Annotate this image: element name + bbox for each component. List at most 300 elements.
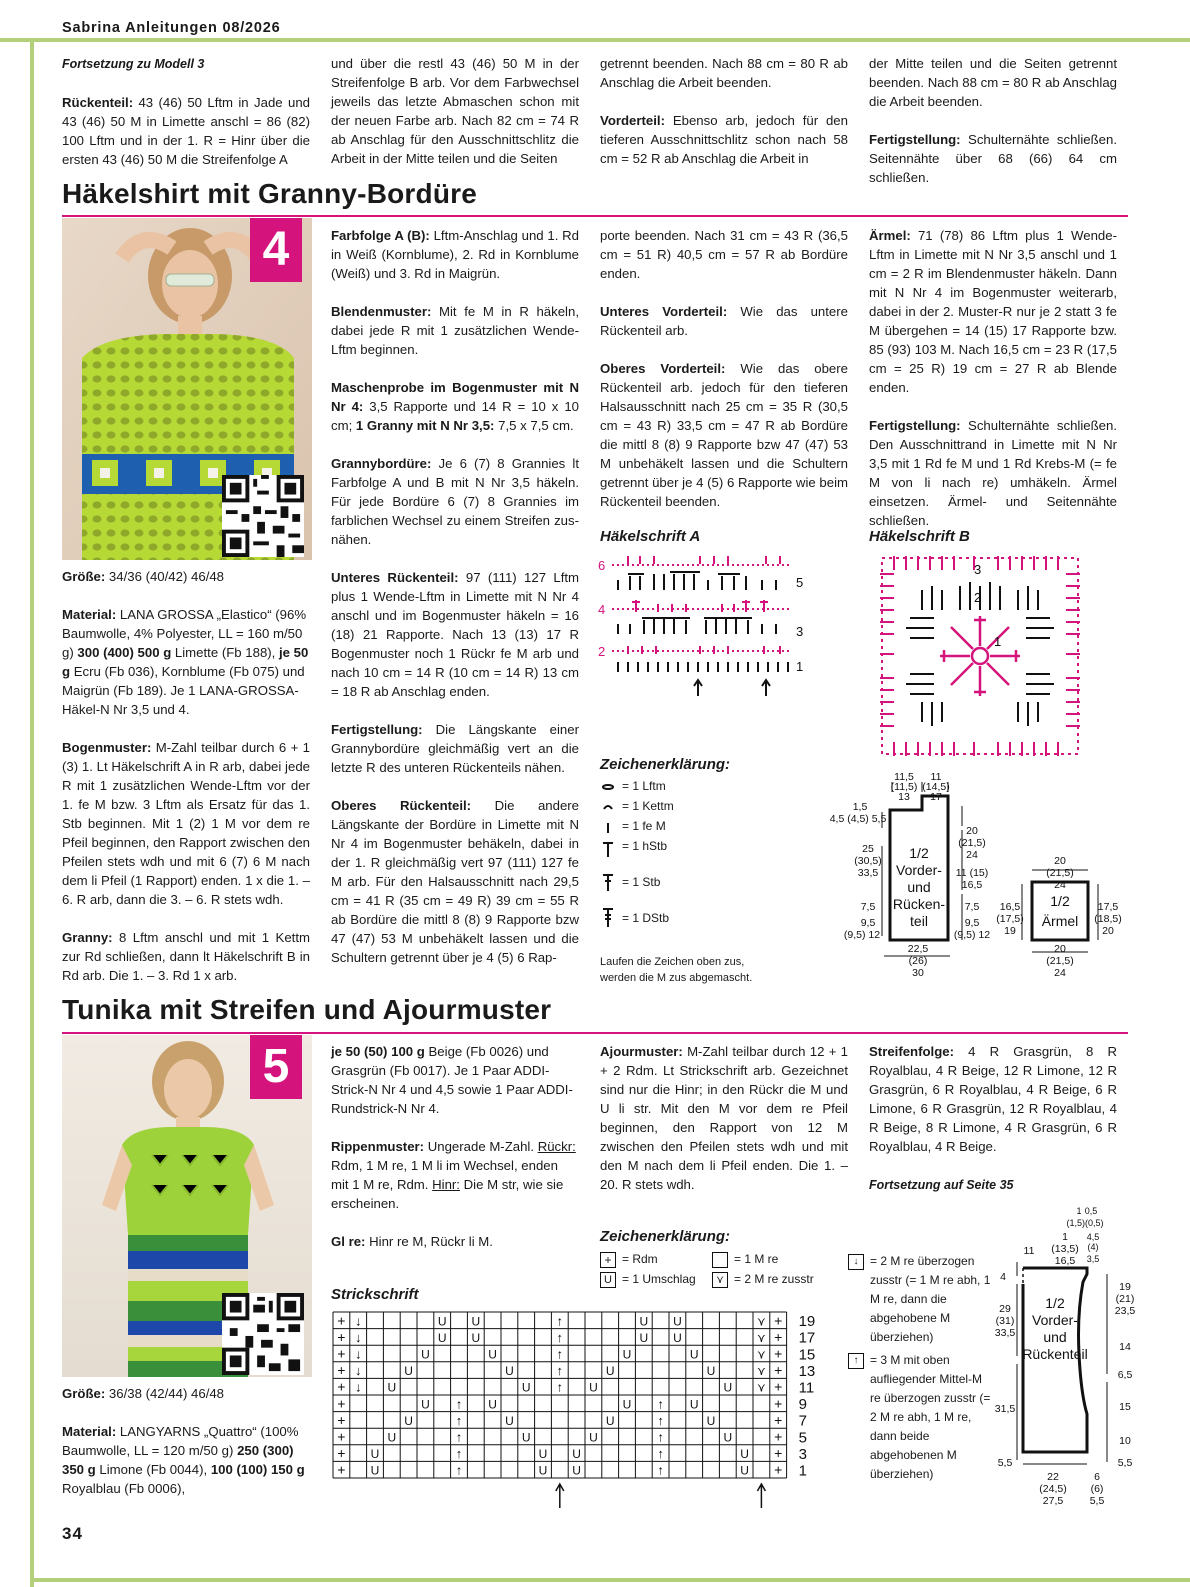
model3-col4-text: der Mitte teilen und die Seiten getrennt beenden. Nach 88 cm = 80 R ab Anschlag die Arbeit beenden. — [869, 56, 1117, 109]
model4-fertig1-text: Die Längskante einer Grannybordüre gleichmäßig vert an die letzte R des unteren Rückenteils nähen. — [331, 722, 579, 775]
s5-b2-a: 6 — [1094, 1471, 1100, 1483]
strick-cell: U — [605, 1413, 615, 1428]
strick-cell: + — [774, 1378, 783, 1395]
strick-row-label: 15 — [798, 1346, 816, 1364]
model5-title-rule — [62, 1032, 1128, 1034]
strick-cell: U — [589, 1430, 598, 1445]
model4-qr-code[interactable] — [222, 475, 304, 557]
strick-cell: + — [774, 1461, 783, 1478]
schema5-l3: und — [1043, 1329, 1067, 1345]
s4-ur-a: 20 — [966, 825, 978, 837]
model4-probe-c: 7,5 x 7,5 cm. — [498, 418, 574, 433]
model3-col2-text: und über die restl 43 (46) 50 M in der Streifenfolge B arb. Vor dem Farbwechsel jeweils das letzte Abmaschen schon mit der neuen Farbe arb. Nach 82 cm = 74 R ab Anschlag für den Ausschnittschlitz die Arbeit in der Mitte teilen und die Seiten — [331, 56, 579, 166]
mittelm-symbol-icon: ↑ — [848, 1353, 864, 1369]
model5-col2-text: Beige (Fb 0026) und Grasgrün (Fb 0017). Je 1 Paar ADDI-Strick-N Nr 4 und 4,5 sowie 1 Paar ADDI-Rundstrick-N Nr 4. — [331, 1044, 573, 1116]
model4-col2 — [331, 226, 579, 967]
s4-top-b: (11,5) — [890, 781, 918, 793]
strick-cell: + — [774, 1411, 783, 1428]
strick-cell: U — [572, 1463, 581, 1478]
chartA-row-5: 5 — [796, 575, 804, 590]
chartA-row-2: 2 — [598, 644, 606, 659]
page-frame-top — [0, 38, 1190, 42]
s5-t4a: (13,5) — [1051, 1243, 1079, 1255]
model5-col1 — [62, 1384, 310, 1498]
model4-fertig2-label: Fertigstellung: — [869, 418, 961, 433]
model5-number-badge: 5 — [250, 1035, 302, 1099]
s5-b2-b: (6) — [1090, 1483, 1104, 1495]
s4-rm-a: 11 (15) — [955, 867, 989, 879]
legend2-a: = 2 M re überzogen zusstr (= 1 M re abh, 1 M re, dann die abgehobene M überziehen) — [870, 1254, 991, 1344]
strick-cell: U — [538, 1447, 548, 1462]
strick-cell: ↓ — [354, 1313, 362, 1329]
legend-rdm: = Rdm — [622, 1252, 658, 1266]
strickschrift-title: Strickschrift — [331, 1286, 419, 1303]
s5-r6: 5,5 — [1117, 1457, 1133, 1469]
model4-bogen-text: M-Zahl teilbar durch 6 + 1 (3) 1. Lt Häkelschrift A in R arb, dabei jede R mit 1 zusätzlichen Wende-Lftm vor der 1. fe M bzw. 3 Lftm als Ersatz für das 1. Stb beginnen. Mit 1 (2) 1 M vor dem re Pfeil beginnen, den Rapport zwischen den Pfeilen stets wdh und mit 6 (7) 6 M nach dem li Pfeil (1 Rapport) enden. 1 x die 1. – 6. R arb, dann die 3. – 6. R stets wdh. — [62, 740, 310, 907]
model3-col4 — [869, 54, 1117, 187]
s5-r4: 15 — [1119, 1401, 1131, 1413]
model3-col3 — [600, 54, 848, 168]
s5-b1-a: 22 — [1047, 1471, 1059, 1483]
schema5-l1: 1/2 — [1045, 1295, 1065, 1311]
model5-rippen-label: Rippenmuster: — [331, 1139, 425, 1154]
s4-sl-top-a: 20 — [1054, 855, 1066, 867]
model3-ruecken-text: 43 (46) 50 Lftm in Jade und 43 (46) 50 M in Limette anschl = 86 (82) 100 Lftm und in der 1. R = Hinr über die ersten 43 (46) 50 M die Streifenfolge A — [62, 95, 310, 167]
model4-blenden-label: Blendenmuster: — [331, 304, 432, 319]
model3-cont-label: Fortsetzung zu Modell 3 — [62, 57, 205, 71]
strick-cell: ↑ — [657, 1462, 664, 1478]
s4-sl-r-c: 20 — [1102, 925, 1114, 937]
stb-symbol-icon — [603, 875, 613, 891]
s5-b1-c: 27,5 — [1042, 1495, 1064, 1507]
model5-legend-title: Zeichenerklärung: — [600, 1228, 731, 1245]
model5-legend — [600, 1252, 840, 1292]
strick-row-label: 17 — [798, 1329, 816, 1347]
strick-cell: ↑ — [556, 1379, 564, 1395]
model5-glre-text: Hinr re M, Rückr li M. — [369, 1234, 493, 1249]
model4-farb-label: Farbfolge A (B): — [331, 228, 430, 243]
strick-cell: ↑ — [657, 1396, 664, 1412]
s4-sl-r-a: 17,5 — [1097, 901, 1119, 913]
rapport-arrow-icon — [556, 1484, 564, 1508]
strick-cell: ↑ — [556, 1346, 564, 1362]
strick-cell: U — [740, 1463, 749, 1478]
strick-cell: + — [774, 1328, 783, 1345]
s4-lt-a: 25 — [862, 843, 874, 855]
strick-cell: U — [538, 1463, 548, 1478]
s5-lt-b: (31) — [995, 1315, 1015, 1327]
s4-rl1: 7,5 — [964, 901, 980, 913]
lftm-symbol-icon — [603, 785, 613, 789]
strick-cell: U — [387, 1430, 397, 1445]
s4-sl-l-c: 19 — [1004, 925, 1016, 937]
model5-streifen-label: Streifenfolge: — [869, 1044, 954, 1059]
strick-cell: ↑ — [556, 1329, 564, 1345]
s5-t4b: (4) — [1087, 1242, 1099, 1252]
model3-fertig-text: Schulternähte schließen. Seitennähte über 68 (66) 64 cm schließen. — [869, 132, 1117, 185]
strick-cell: U — [437, 1330, 447, 1345]
model4-unt-ruecken-label: Unteres Rückenteil: — [331, 570, 459, 585]
schema5-l4: Rückenteil — [1022, 1346, 1088, 1362]
s5-r1-a: 19 — [1119, 1281, 1131, 1293]
model4-ob-vorder-text: Wie das obere Rückenteil arb. jedoch für den tieferen Halsausschnitt nach 25 cm = 35 R (30,5 cm = 43 R) 33,5 cm = 47 R ab Bordüre die mittl 8 (8) 9 Rapporte bzw 47 (47) 53 M unbehäkelt lassen und die Schultern getrennt über je 4 (5) 6 Rapporte wie beim Rückenteil beenden. — [600, 361, 848, 509]
s4-lt-c: 33,5 — [857, 867, 879, 879]
model5-col2 — [331, 1042, 579, 1251]
strick-cell: ↑ — [455, 1412, 463, 1428]
chartB-round-3: 3 — [974, 562, 982, 577]
ueberzogen-symbol-icon: ↓ — [848, 1254, 864, 1270]
model4-farb-text: Lftm-Anschlag und 1. Rd in Weiß (Kornblume), 2. Rd in Kornblume (Weiß) und 3. Rd in Maigrün. — [331, 228, 579, 281]
schema4-sleeve-l1: 1/2 — [1050, 893, 1070, 909]
s4-ur-c: 24 — [966, 849, 978, 861]
s4-top2-a: 11 — [930, 771, 942, 783]
page-number: 34 — [62, 1524, 83, 1543]
model5-fortsetzung: Fortsetzung auf Seite 35 — [869, 1178, 1014, 1192]
strick-cell: + — [774, 1428, 783, 1445]
model4-unt-vorder-text: Wie das untere Rückenteil arb. — [600, 304, 848, 338]
strick-cell: ↑ — [657, 1429, 664, 1445]
strick-cell: ↑ — [455, 1396, 463, 1412]
s4-sl-l-a: 16,5 — [999, 901, 1021, 913]
strick-cell: + — [337, 1395, 346, 1412]
strick-row-label: 11 — [798, 1379, 815, 1397]
model4-ob-ruecken-text: Die andere Längskante der Bordüre in Limette mit N Nr 4 im Bogenmuster behäkeln, dabei in der 1. R gleichmäßig vert 97 (111) 127 fe M arb. Für den Halsausschnitt nach 29,5 cm = 41 R (35 cm = 49 R) 39 cm = 55 R ab Bordüre die mittl 8 (8) 9 Rapporte bzw 47 (47) 53 M unbehäkelt lassen und die Schultern getrennt über je 4 (5) 6 Rap- — [331, 798, 580, 965]
s4-top2-c: 17 — [930, 791, 942, 803]
chartB-title: Häkelschrift B — [869, 528, 970, 545]
strick-cell: U — [521, 1380, 531, 1395]
s5-t5b: 3,5 — [1086, 1254, 1100, 1264]
s4-bt-b: (26) — [908, 955, 928, 967]
chartB-round-1: 1 — [994, 634, 1002, 649]
model4-title: Häkelshirt mit Granny-Bordüre — [62, 178, 477, 209]
zusstr-symbol-icon: ⋎ — [712, 1272, 728, 1288]
legend-zusstr: = 2 M re zusstr — [734, 1272, 814, 1286]
chartA-row-3: 3 — [796, 624, 804, 639]
schema4-sleeve-l2: Ärmel — [1041, 913, 1079, 929]
model3-vorder-text: Ebenso arb, jedoch für den tieferen Ausschnittschlitz schon nach 58 cm = 52 R ab Anschlag die Arbeit in — [600, 113, 848, 166]
s5-t3d: 4,5 — [1086, 1232, 1100, 1242]
model5-ajour-text: M-Zahl teilbar durch 12 + 1 + 2 Rdm. Lt Strickschrift arb. Gezeichnet sind nur die Hinr; in den Rückr die M und U li str. Mit den M vor dem re Pfeil beginnen, den Rapport von 12 M zwischen den Pfeilen stets wdh und mit den M nach dem li Pfeil enden. Die 1. – 20. R stets wdh. — [600, 1044, 848, 1192]
model4-granny-label: Granny: — [62, 930, 113, 945]
strick-cell: U — [723, 1430, 733, 1445]
strick-cell: ↓ — [354, 1363, 362, 1379]
strick-cell: + — [337, 1428, 346, 1445]
strick-cell: U — [639, 1314, 649, 1329]
schema5-l2: Vorder- — [1032, 1312, 1078, 1328]
strick-cell: U — [488, 1397, 497, 1412]
model3-col2 — [331, 54, 579, 168]
strick-cell: ⋎ — [757, 1330, 766, 1345]
strick-cell: U — [723, 1380, 733, 1395]
strick-cell: U — [689, 1397, 699, 1412]
strick-cell: + — [774, 1445, 783, 1462]
strick-row-label: 5 — [798, 1429, 807, 1447]
chartB-diagram — [874, 550, 1086, 762]
model5-material-c: Limone (Fb 0044), — [99, 1462, 208, 1477]
strick-cell: U — [421, 1347, 430, 1362]
page-frame-bottom — [30, 1578, 1190, 1582]
mre-symbol-icon — [712, 1252, 728, 1268]
legend-hstb: = 1 hStb — [622, 839, 668, 853]
model5-rippen-rueckr: Rückr: — [537, 1139, 576, 1154]
strick-cell: U — [622, 1347, 632, 1362]
model5-col2-b: je 50 (50) 100 g — [331, 1044, 425, 1059]
chartA-row-6: 6 — [598, 558, 606, 573]
model4-col1 — [62, 567, 310, 985]
running-head: Sabrina Anleitungen 08/2026 — [62, 20, 281, 36]
model4-groesse-label: Größe: — [62, 569, 106, 584]
s5-t1b: 0,5 — [1084, 1206, 1098, 1216]
strick-cell: U — [471, 1314, 481, 1329]
s5-t3b: 1 — [1062, 1231, 1068, 1243]
s4-top-c: 13 — [898, 791, 910, 803]
s4-sl-l-b: (17,5) — [996, 913, 1024, 925]
strick-cell: U — [488, 1347, 497, 1362]
strick-cell: U — [706, 1364, 716, 1379]
model4-granny-text: 8 Lftm anschl und mit 1 Kettm zur Rd schließen, dann lt Häkelschrift B in Rd arb. Die 1. – 3. Rd 1 x arb. — [62, 930, 310, 983]
s5-left1: 4 — [1000, 1271, 1006, 1283]
model4-fertig1-label: Fertigstellung: — [331, 722, 423, 737]
model5-material-b: 250 (300) 350 g — [62, 1443, 294, 1477]
s5-t1: 1 — [1076, 1206, 1082, 1216]
chartA-row-1: 1 — [796, 659, 804, 674]
model4-legend — [600, 779, 750, 949]
strick-cell: + — [337, 1345, 346, 1362]
model4-schema — [822, 770, 1122, 988]
chartB-round-2: 2 — [974, 590, 982, 605]
s5-r5: 10 — [1119, 1435, 1131, 1447]
model4-bogen-label: Bogenmuster: — [62, 740, 152, 755]
model5-schema — [995, 1204, 1145, 1520]
rapport-arrow-icon — [757, 1484, 765, 1508]
strick-cell: ↑ — [455, 1446, 463, 1462]
strick-cell: ↑ — [455, 1429, 463, 1445]
s4-sl-b-a: 20 — [1054, 943, 1066, 955]
model4-aermel-label: Ärmel: — [869, 228, 911, 243]
model4-number-badge: 4 — [250, 218, 302, 282]
rdm-symbol-icon: + — [600, 1252, 616, 1268]
kettm-symbol-icon — [604, 806, 612, 809]
model4-material-a: LANA GROSSA „Elastico“ (96% Baumwolle, 4% Polyester, LL = 160 m/50 g) — [62, 607, 307, 660]
s5-r1-c: 23,5 — [1114, 1305, 1136, 1317]
strick-row-label: 3 — [798, 1445, 807, 1463]
strick-cell: ↑ — [556, 1313, 564, 1329]
s4-sl-b-b: (21,5) — [1046, 955, 1074, 967]
strick-cell: U — [437, 1314, 447, 1329]
s4-lt-b: (30,5) — [854, 855, 882, 867]
model4-gborde-text: Je 6 (7) 8 Grannies lt Farbfolge A und B mit N Nr 3,5 häkeln. Für jede Bordüre 6 (7) 8 Grannies im farblichen Wechsel zu einem Streifen zus-nähen. — [331, 456, 579, 547]
s5-t5a: 16,5 — [1054, 1255, 1076, 1267]
strick-cell: ⋎ — [757, 1380, 766, 1395]
s4-neck: 4,5 (4,5) 5,5 — [829, 813, 887, 825]
strick-cell: U — [589, 1380, 598, 1395]
s5-t2: (1,5)(0,5) — [1066, 1218, 1104, 1228]
chartA-diagram — [596, 550, 826, 710]
strick-cell: + — [337, 1362, 346, 1379]
model4-col3 — [600, 226, 848, 511]
schema4-body-l5: teil — [910, 913, 928, 929]
model4-legend-title: Zeichenerklärung: — [600, 756, 731, 773]
s4-shoulder: 1,5 — [852, 801, 868, 813]
legend-fem: = 1 fe M — [622, 819, 666, 833]
model5-material-d: 100 (100) 150 g — [210, 1462, 305, 1477]
strick-cell: U — [370, 1463, 380, 1478]
s4-bt-c: 30 — [912, 967, 924, 979]
model4-material-b: 300 (400) 500 g — [77, 645, 172, 660]
s5-left-low: 31,5 — [995, 1403, 1016, 1415]
strick-cell: U — [521, 1430, 531, 1445]
legend2-b: = 3 M mit oben aufliegender Mittel-M re überzogen zusstr (= 2 M re abh, 1 M re, dann beide abgehobenen M überziehen) — [870, 1353, 991, 1481]
chartA-row-4: 4 — [598, 602, 606, 617]
model4-material-label: Material: — [62, 607, 117, 622]
model5-legend2 — [848, 1252, 993, 1484]
s4-ll2-b: (9,5) 12 — [843, 929, 881, 941]
chartA-title: Häkelschrift A — [600, 528, 701, 545]
s4-sl-b-c: 24 — [1054, 967, 1066, 979]
s5-lt-c: 33,5 — [995, 1327, 1016, 1339]
model3-vorder-label: Vorderteil: — [600, 113, 665, 128]
s4-sl-top-c: 24 — [1054, 879, 1066, 891]
model5-rippen-c: Die M str, wie sie erscheinen. — [331, 1177, 564, 1211]
schema4-body-l1: 1/2 — [909, 845, 929, 861]
strick-cell: + — [774, 1312, 783, 1329]
strickschrift-chart — [331, 1308, 831, 1508]
s4-rl2-a: 9,5 — [964, 917, 980, 929]
strick-cell: U — [673, 1314, 682, 1329]
model5-rippen-a: Ungerade M-Zahl. — [427, 1139, 535, 1154]
s4-bt-a: 22,5 — [907, 943, 929, 955]
strick-cell: U — [689, 1347, 699, 1362]
model3-ruecken-label: Rückenteil: — [62, 95, 134, 110]
strick-cell: U — [605, 1364, 615, 1379]
strick-cell: U — [505, 1364, 514, 1379]
strick-cell: ⋎ — [757, 1314, 766, 1329]
legend-stb: = 1 Stb — [622, 875, 661, 889]
model4-ob-vorder-label: Oberes Vorderteil: — [600, 361, 726, 376]
model5-rippen-hinr: Hinr: — [432, 1177, 460, 1192]
strick-cell: + — [337, 1411, 346, 1428]
legend-umschlag: = 1 Umschlag — [622, 1272, 696, 1286]
s4-top-a: 11,5 — [894, 771, 914, 783]
schema4-body-l4: Rücken- — [892, 896, 946, 912]
model4-gborde-label: Grannybordüre: — [331, 456, 432, 471]
s4-rl2-b: (9,5) 12 — [953, 929, 991, 941]
model5-col3 — [600, 1042, 848, 1194]
model4-ob-ruecken-label: Oberes Rückenteil: — [331, 798, 472, 813]
strick-cell: U — [740, 1447, 749, 1462]
strick-cell: U — [370, 1447, 380, 1462]
model4-probe-label: Maschenprobe im Bogenmuster mit N Nr 4: — [331, 380, 579, 414]
strick-cell: U — [673, 1330, 682, 1345]
strick-cell: ↓ — [354, 1329, 362, 1345]
model3-col1 — [62, 54, 310, 169]
model4-col4 — [869, 226, 1117, 530]
s5-r3: 6,5 — [1117, 1369, 1133, 1381]
model4-material-d: je 50 g — [62, 645, 309, 679]
model5-material-label: Material: — [62, 1424, 117, 1439]
strick-cell: + — [337, 1445, 346, 1462]
strick-cell: ↑ — [657, 1412, 664, 1428]
model5-col4 — [869, 1042, 1117, 1195]
s4-rm-b: 16,5 — [961, 879, 983, 891]
strick-cell: ↑ — [657, 1446, 664, 1462]
s5-b2-c: 5,5 — [1089, 1495, 1105, 1507]
s4-sl-r-b: (18,5) — [1094, 913, 1122, 925]
model3-fertig-label: Fertigstellung: — [869, 132, 961, 147]
model5-groesse-text: 36/38 (42/44) 46/48 — [108, 1386, 225, 1401]
model4-material-e: Ecru (Fb 036), Kornblume (Fb 075) und Maigrün (Fb 189). Je 1 LANA-GROSSA-Häkel-N Nr 3,5 und 4. — [62, 664, 305, 717]
model4-groesse-text: 34/36 (40/42) 46/48 — [108, 569, 225, 584]
model5-groesse-label: Größe: — [62, 1386, 106, 1401]
model5-material-a: LANGYARNS „Quattro“ (100% Baumwolle, LL = 120 m/50 g) — [62, 1424, 299, 1458]
strick-cell: + — [337, 1328, 346, 1345]
model4-blenden-text: Mit fe M in R häkeln, dabei jede R mit 1 zusätzlichen Wende-Lftm beginnen. — [331, 304, 579, 357]
strick-cell: U — [572, 1447, 581, 1462]
legend-mre: = 1 M re — [734, 1252, 779, 1266]
model4-probe-a: 3,5 Rapporte und 14 R = 10 x 10 cm; — [331, 399, 579, 433]
umschlag-symbol-icon: U — [600, 1272, 616, 1288]
s5-lt-a: 29 — [999, 1303, 1011, 1315]
model4-col3-cont: porte beenden. Nach 31 cm = 43 R (36,5 cm = 51 R) 40,5 cm = 57 R ab Bordüre enden. — [600, 228, 848, 281]
model5-streifen-text: 4 R Grasgrün, 8 R Royalblau, 4 R Beige, 12 R Limone, 12 R Grasgrün, 6 R Royalblau, 4 R Beige, 6 R Limone, 6 R Grasgrün, 12 R Royalblau, 4 R Beige, 8 R Limone, 4 R Grasgrün, 6 R Royalblau, 4 R Beige. — [869, 1044, 1117, 1154]
strick-cell: + — [337, 1378, 346, 1395]
model4-legend-note: Laufen die Zeichen oben zus, werden die M zus abgemascht. — [600, 956, 753, 984]
strick-cell: U — [471, 1330, 481, 1345]
strick-cell: U — [421, 1397, 430, 1412]
strick-cell: + — [774, 1345, 783, 1362]
model5-ajour-label: Ajourmuster: — [600, 1044, 683, 1059]
schema4-body-l3: und — [907, 879, 931, 895]
strick-cell: ↓ — [354, 1346, 362, 1362]
model5-rippen-b: Rdm, 1 M re, 1 M li im Wechsel, enden mit 1 M re, Rdm. — [331, 1158, 558, 1192]
model4-probe-b: 1 Granny mit N Nr 3,5: — [355, 418, 495, 433]
strick-cell: U — [387, 1380, 397, 1395]
s5-b1-b: (24,5) — [1039, 1483, 1067, 1495]
strick-row-label: 7 — [798, 1412, 807, 1430]
strick-row-label: 13 — [798, 1362, 816, 1380]
legend-kettm: = 1 Kettm — [622, 799, 674, 813]
dstb-symbol-icon — [603, 909, 613, 927]
model3-col3-text: getrennt beenden. Nach 88 cm = 80 R ab Anschlag die Arbeit beenden. — [600, 56, 848, 90]
model4-unt-vorder-label: Unteres Vorderteil: — [600, 304, 728, 319]
model4-fertig2-text: Schulternähte schließen. Den Ausschnittrand in Limette mit N Nr 3,5 mit 1 Rd fe M und 1 Rd Krebs-M (= fe M von li nach re) umhäkeln. Ärmel einsetzen. Ärmel- und Seitennähte schließen. — [869, 418, 1117, 528]
model5-material-e: Royalblau (Fb 0006), — [62, 1481, 186, 1496]
model4-material-c: Limette (Fb 188), — [174, 645, 276, 660]
strick-row-label: 9 — [798, 1396, 807, 1414]
s4-top2-b: (14,5) — [922, 781, 950, 793]
s5-r2: 14 — [1119, 1341, 1131, 1353]
strick-cell: + — [337, 1461, 346, 1478]
strick-cell: U — [706, 1413, 716, 1428]
strick-cell: ↓ — [354, 1379, 362, 1395]
strick-row-label: 1 — [798, 1462, 807, 1480]
model5-glre-label: Gl re: — [331, 1234, 366, 1249]
strick-cell: U — [639, 1330, 649, 1345]
strick-cell: ↑ — [556, 1363, 564, 1379]
strick-cell: ⋎ — [757, 1347, 766, 1362]
s4-ur-b: (21,5) — [958, 837, 986, 849]
legend-dstb: = 1 DStb — [622, 911, 670, 925]
legend-lftm: = 1 Lftm — [622, 779, 666, 793]
s4-sl-top-b: (21,5) — [1046, 867, 1074, 879]
hstb-symbol-icon — [603, 843, 613, 857]
strick-cell: + — [774, 1362, 783, 1379]
model5-title: Tunika mit Streifen und Ajourmuster — [62, 994, 552, 1025]
strick-row-label: 19 — [798, 1313, 816, 1331]
strick-cell: ⋎ — [757, 1364, 766, 1379]
model5-qr-code[interactable] — [222, 1293, 304, 1375]
strick-cell: U — [404, 1364, 413, 1379]
